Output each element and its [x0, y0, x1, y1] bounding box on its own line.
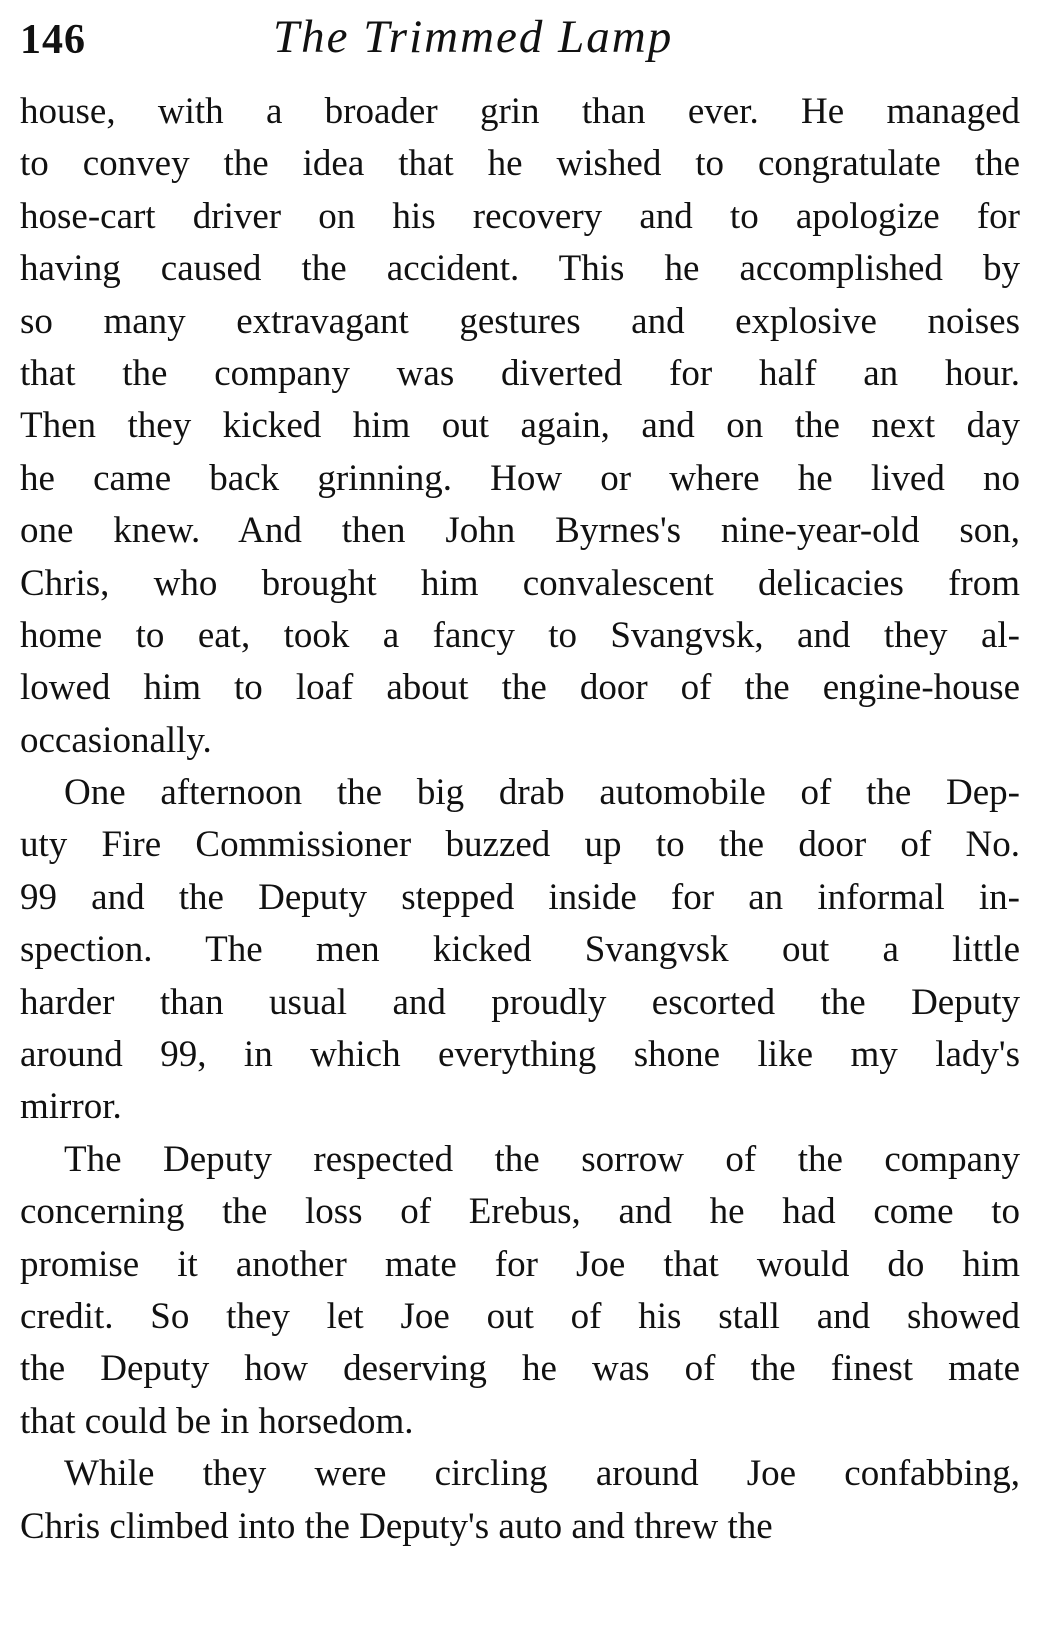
text-line: uty Fire Commissioner buzzed up to the door of No.	[20, 824, 1020, 866]
text-line: he came back grinning. How or where he lived no	[20, 457, 1020, 499]
paragraph	[20, 86, 1020, 767]
running-title: The Trimmed Lamp	[273, 11, 674, 63]
text-line: the Deputy how deserving he was of the finest mate	[20, 1348, 1020, 1390]
text-line: occasionally.	[20, 719, 212, 761]
paragraph	[20, 767, 1020, 1134]
text-line: Chris, who brought him convalescent delicacies from	[20, 562, 1020, 604]
text-line: that could be in horsedom.	[20, 1400, 414, 1442]
text-line: hose-cart driver on his recovery and to apologize for	[20, 195, 1020, 237]
text-line: Chris climbed into the Deputy's auto and threw the	[20, 1505, 773, 1547]
text-line: home to eat, took a fancy to Svangvsk, and they al-	[20, 614, 1020, 656]
text-line: Then they kicked him out again, and on the next day	[20, 405, 1020, 447]
text-line: lowed him to loaf about the door of the engine-house	[20, 667, 1020, 709]
text-line: credit. So they let Joe out of his stall and showed	[20, 1295, 1020, 1337]
text-line: concerning the loss of Erebus, and he had come to	[20, 1191, 1020, 1233]
text-line: One afternoon the big drab automobile of the Dep-	[64, 772, 1020, 814]
book-page	[20, 0, 1020, 1642]
text-line: The Deputy respected the sorrow of the company	[64, 1138, 1020, 1180]
text-line: so many extravagant gestures and explosive noises	[20, 300, 1020, 342]
text-line: mirror.	[20, 1086, 122, 1128]
page-number: 146	[20, 17, 86, 63]
page-header	[20, 0, 1020, 82]
text-line: having caused the accident. This he accomplished by	[20, 248, 1020, 290]
paragraph	[20, 1134, 1020, 1448]
body-text	[20, 86, 1020, 1553]
paragraph	[20, 1448, 1020, 1553]
text-line: one knew. And then John Byrnes's nine-year-old son,	[20, 510, 1020, 552]
text-line: that the company was diverted for half an hour.	[20, 352, 1020, 394]
text-line: 99 and the Deputy stepped inside for an informal in-	[20, 876, 1020, 918]
text-line: house, with a broader grin than ever. He managed	[20, 91, 1020, 132]
text-line: promise it another mate for Joe that would do him	[20, 1243, 1020, 1285]
text-line: around 99, in which everything shone like my lady's	[20, 1034, 1020, 1076]
text-line: to convey the idea that he wished to congratulate the	[20, 143, 1020, 185]
text-line: While they were circling around Joe confabbing,	[64, 1453, 1020, 1495]
text-line: harder than usual and proudly escorted the Deputy	[20, 981, 1020, 1023]
text-line: spection. The men kicked Svangvsk out a little	[20, 929, 1020, 971]
